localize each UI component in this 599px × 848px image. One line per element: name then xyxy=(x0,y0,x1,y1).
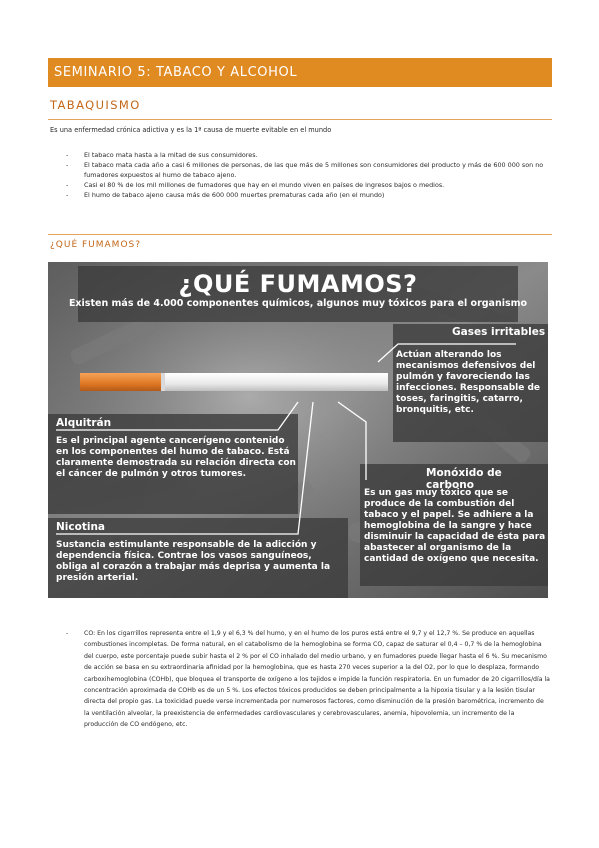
subsection-heading: ¿QUÉ FUMAMOS? xyxy=(50,240,142,250)
list-item-text: El tabaco mata cada año a casi 6 millones de personas, de las que más de 5 millones son consumidores del producto y más de 600 000 son no fumadores expuestos al humo de tabaco ajeno. xyxy=(84,161,544,179)
co-list xyxy=(50,628,550,731)
infographic-subtitle: Existen más de 4.000 componentes químicos, algunos muy tóxicos para el organismo xyxy=(68,298,528,309)
alquitran-title: Alquitrán xyxy=(56,417,112,429)
subsection-divider xyxy=(48,234,552,235)
intro-paragraph: Es una enfermedad crónica adictiva y es la 1ª causa de muerte evitable en el mundo xyxy=(50,126,332,134)
page-banner: SEMINARIO 5: TABACO Y ALCOHOL xyxy=(48,58,552,87)
monoxido-title: Monóxido de carbono xyxy=(426,467,502,491)
list-item xyxy=(50,150,550,160)
gases-title: Gases irritables xyxy=(452,326,546,338)
gases-text: Actúan alterando los mecanismos defensivos del pulmón y favoreciendo las infecciones. Responsable de toses, faringitis, catarro, bronquitis, etc. xyxy=(396,350,541,415)
list-item xyxy=(50,628,550,731)
co-paragraph: CO: En los cigarrillos representa entre el 1,9 y el 6,3 % del humo, y en el humo de los puros está entre el 9,7 y el 12,7 %. Se produce en aquellas combustiones incompletas. De forma natural, en el catabolismo de la hemoglobina se forma CO, capaz de saturar el 0,4 – 0,7 % de la hemoglobina del cuerpo, este porcentaje puede subir hasta el 2 % por el CO inhalado del medio urbano, y en fumadores puede llegar hasta el 6 %. Su mecanismo de acción se basa en su extraordinaria afinidad por la hemoglobina, que es hasta 270 veces superior a la del O2, por lo que lo desplaza, formando carboxihemoglobina (COHb), que bloquea el transporte de oxígeno a los tejidos e impide la función respiratoria. En un fumador de 20 cigarrillos/día la concentración aproximada de COHb es de un 5 %. Los efectos tóxicos producidos se deben principalmente a la hipoxia tisular y a la lesión tisular directa del propio gas. La toxicidad puede verse incrementada por numerosos factores, como disminución de la presión barométrica, incremento de la ventilación alveolar, la preexistencia de enfermedades cardiovasculares y cerebrovasculares, anemia, hipovolemia, un incremento de la producción de CO endógeno, etc. xyxy=(84,630,550,729)
nicotina-title: Nicotina xyxy=(56,521,106,533)
list-item-text: Casi el 80 % de los mil millones de fumadores que hay en el mundo viven en países de ingresos bajos o medios. xyxy=(84,181,445,189)
list-item xyxy=(50,180,550,190)
list-item xyxy=(50,160,550,180)
alquitran-text: Es el principal agente cancerígeno contenido en los componentes del humo de tabaco. Está claramente demostrada su relación directa con el cáncer de pulmón y otros tumores. xyxy=(56,436,296,479)
section-divider xyxy=(48,119,552,120)
list-item-text: El tabaco mata hasta a la mitad de sus consumidores. xyxy=(84,151,258,159)
nicotina-text: Sustancia estimulante responsable de la adicción y dependencia física. Contrae los vasos sanguíneos, obliga al corazón a trabajar más deprisa y aumenta la presión arterial. xyxy=(56,540,331,583)
bullet-dash: - xyxy=(66,630,69,637)
bullet-dash: - xyxy=(66,181,69,189)
bullet-dash: - xyxy=(66,151,69,159)
bullet-dash: - xyxy=(66,161,69,169)
infographic-image xyxy=(48,262,548,598)
bullet-dash: - xyxy=(66,191,69,199)
list-item-text: El humo de tabaco ajeno causa más de 600 000 muertes prematuras cada año (en el mundo) xyxy=(84,191,385,199)
infographic-title: ¿QUÉ FUMAMOS? xyxy=(178,270,418,298)
list-item xyxy=(50,190,550,200)
monoxido-text: Es un gas muy tóxico que se produce de la combustión del tabaco y el papel. Se adhiere a la hemoglobina de la sangre y hace disminuir la capacidad de ésta para abastecer al organismo de la cantidad de oxígeno que necesita. xyxy=(364,488,546,564)
section-heading: TABAQUISMO xyxy=(50,98,141,112)
facts-list xyxy=(50,150,550,200)
